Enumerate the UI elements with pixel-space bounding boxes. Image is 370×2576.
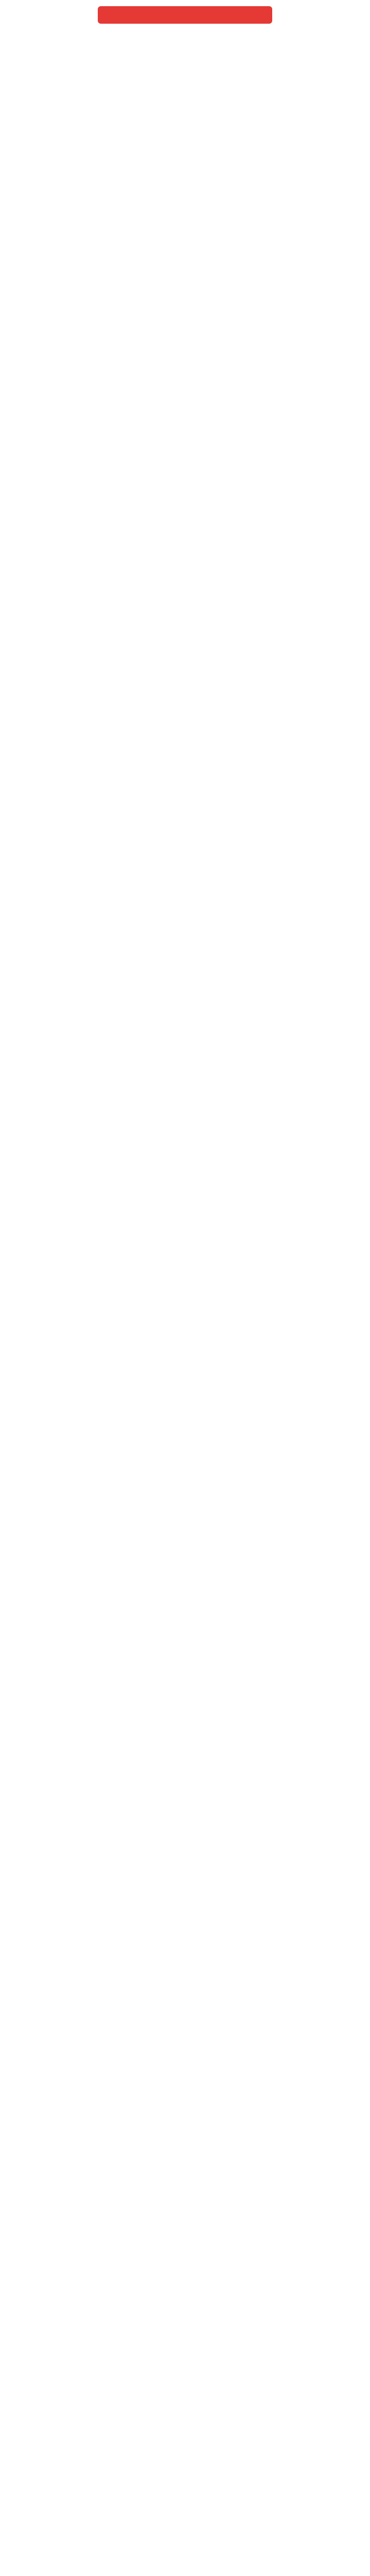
page-subtitle	[108, 27, 262, 42]
page-title	[98, 6, 272, 24]
page-header	[0, 0, 370, 47]
